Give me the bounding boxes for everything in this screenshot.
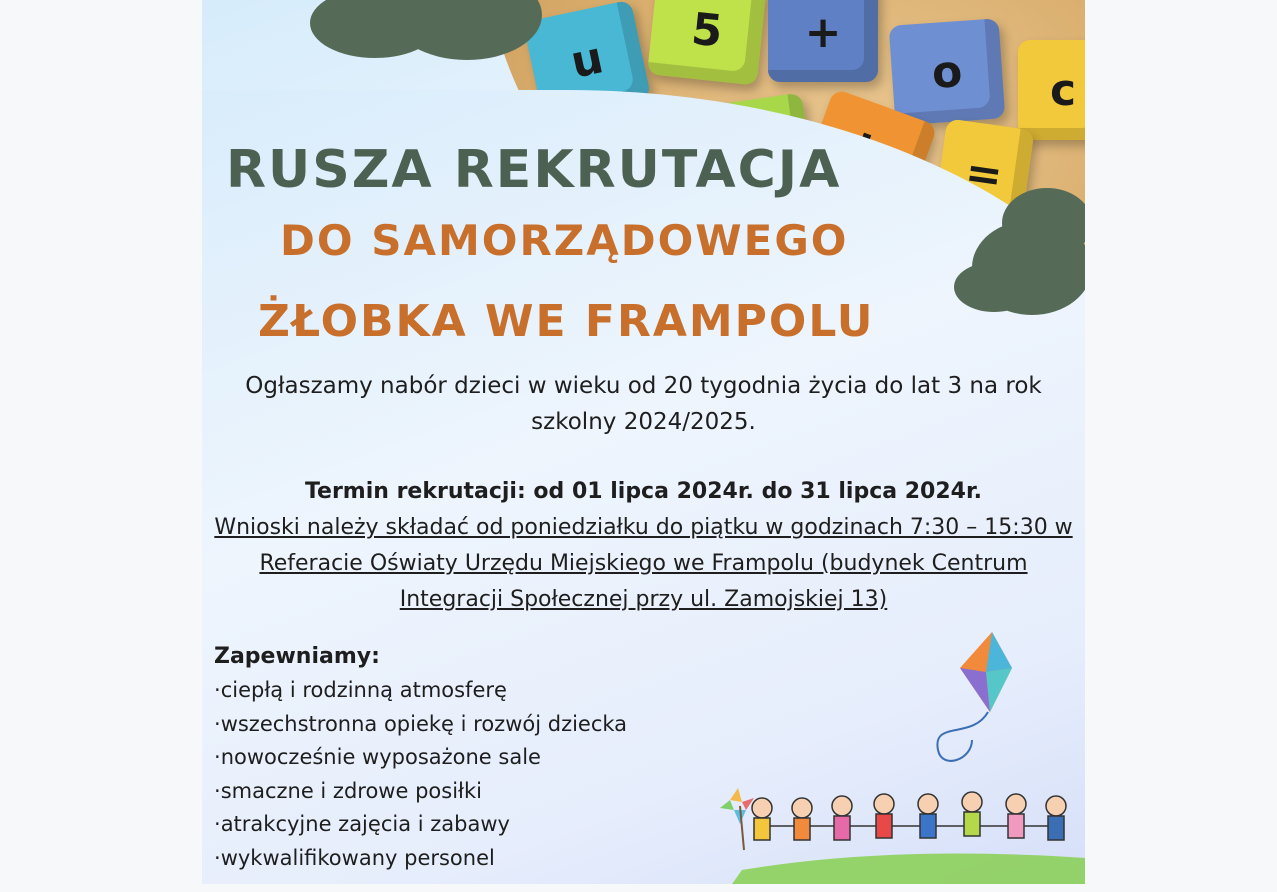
benefit-item: · smaczne i zdrowe posiłki: [214, 775, 627, 809]
headline-nursery-line1: DO SAMORZĄDOWEGO: [280, 216, 849, 265]
pinwheel-icon: [720, 788, 754, 850]
letter-cube: +: [768, 0, 878, 82]
benefits-section: [214, 640, 627, 876]
benefit-item: · wykwalifikowany personel: [214, 842, 627, 876]
letter-cube: 5: [647, 0, 767, 85]
headline-recruitment: RUSZA REKRUTACJA: [226, 140, 842, 200]
recruitment-term: Termin rekrutacji: od 01 lipca 2024r. do 31 lipca 2024r.: [304, 479, 983, 504]
benefit-item: · ciepłą i rodzinną atmosferę: [214, 674, 627, 708]
application-info: Wnioski należy składać od poniedziałku do piątku w godzinach 7:30 – 15:30 w Referacie Oświaty Urzędu Miejskiego we Frampolu (budynek Centrum Integracji Społecznej przy ul. Zamojskiej 13): [214, 515, 1073, 612]
letter-cube: c: [1018, 40, 1085, 140]
cloud-shape: [954, 262, 1034, 312]
headline-nursery-line2: ŻŁOBKA WE FRAMPOLU: [258, 296, 875, 347]
benefit-item: · wszechstronna opiekę i rozwój dziecka: [214, 708, 627, 742]
letter-cube: u: [523, 0, 651, 120]
benefit-item: · atrakcyjne zajęcia i zabawy: [214, 808, 627, 842]
cloud-shape: [1002, 188, 1085, 258]
letter-cube: =: [933, 118, 1034, 229]
benefit-item: · nowocześnie wyposażone sale: [214, 741, 627, 775]
letter-cube: o: [889, 18, 1006, 125]
benefits-list: [214, 674, 627, 876]
children-group: [752, 792, 1066, 840]
intro-text: Ogłaszamy nabór dzieci w wieku od 20 tygodnia życia do lat 3 na rok szkolny 2024/2025.: [245, 373, 1042, 435]
benefits-title: Zapewniamy:: [214, 644, 380, 669]
kite-icon: [937, 632, 1012, 761]
recruitment-poster: [202, 0, 1085, 884]
children-kite-illustration: [702, 620, 1085, 884]
